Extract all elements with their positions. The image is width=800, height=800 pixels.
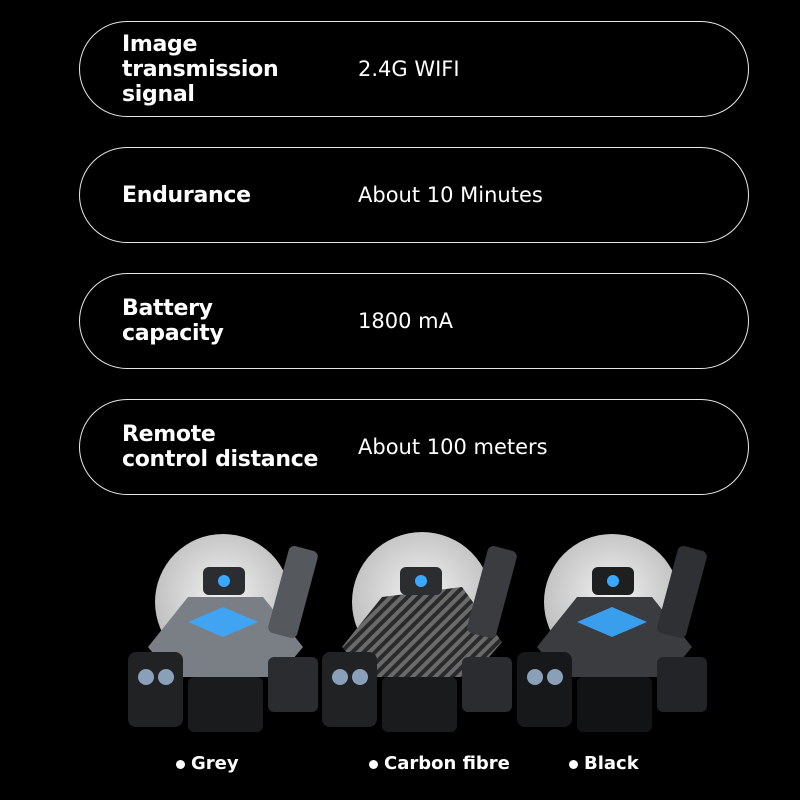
spec-card-battery-capacity bbox=[79, 273, 749, 369]
spec-value: About 10 Minutes bbox=[358, 182, 543, 207]
spec-card-endurance bbox=[79, 147, 749, 243]
variant-label-grey bbox=[176, 753, 239, 775]
spec-card-remote-distance bbox=[79, 399, 749, 495]
spec-label: Battery capacity bbox=[122, 296, 224, 346]
spec-value: 2.4G WIFI bbox=[358, 56, 460, 81]
spec-label: Image transmission signal bbox=[122, 31, 279, 107]
drone-image-black bbox=[517, 527, 712, 742]
spec-card-image-transmission bbox=[79, 21, 749, 117]
variant-label-black bbox=[569, 753, 639, 775]
spec-label: Endurance bbox=[122, 182, 251, 208]
variant-name: Grey bbox=[191, 753, 239, 774]
bullet-dot-icon bbox=[176, 760, 185, 769]
variant-name: Black bbox=[584, 753, 639, 774]
spec-value: About 100 meters bbox=[358, 434, 548, 459]
variant-label-carbon-fibre bbox=[369, 753, 510, 775]
spec-value: 1800 mA bbox=[358, 308, 453, 333]
bullet-dot-icon bbox=[369, 760, 378, 769]
bullet-dot-icon bbox=[569, 760, 578, 769]
drone-image-grey bbox=[128, 527, 323, 742]
spec-label: Remote control distance bbox=[122, 422, 319, 472]
variant-name: Carbon fibre bbox=[384, 753, 510, 774]
drone-image-carbon-fibre bbox=[322, 527, 517, 742]
